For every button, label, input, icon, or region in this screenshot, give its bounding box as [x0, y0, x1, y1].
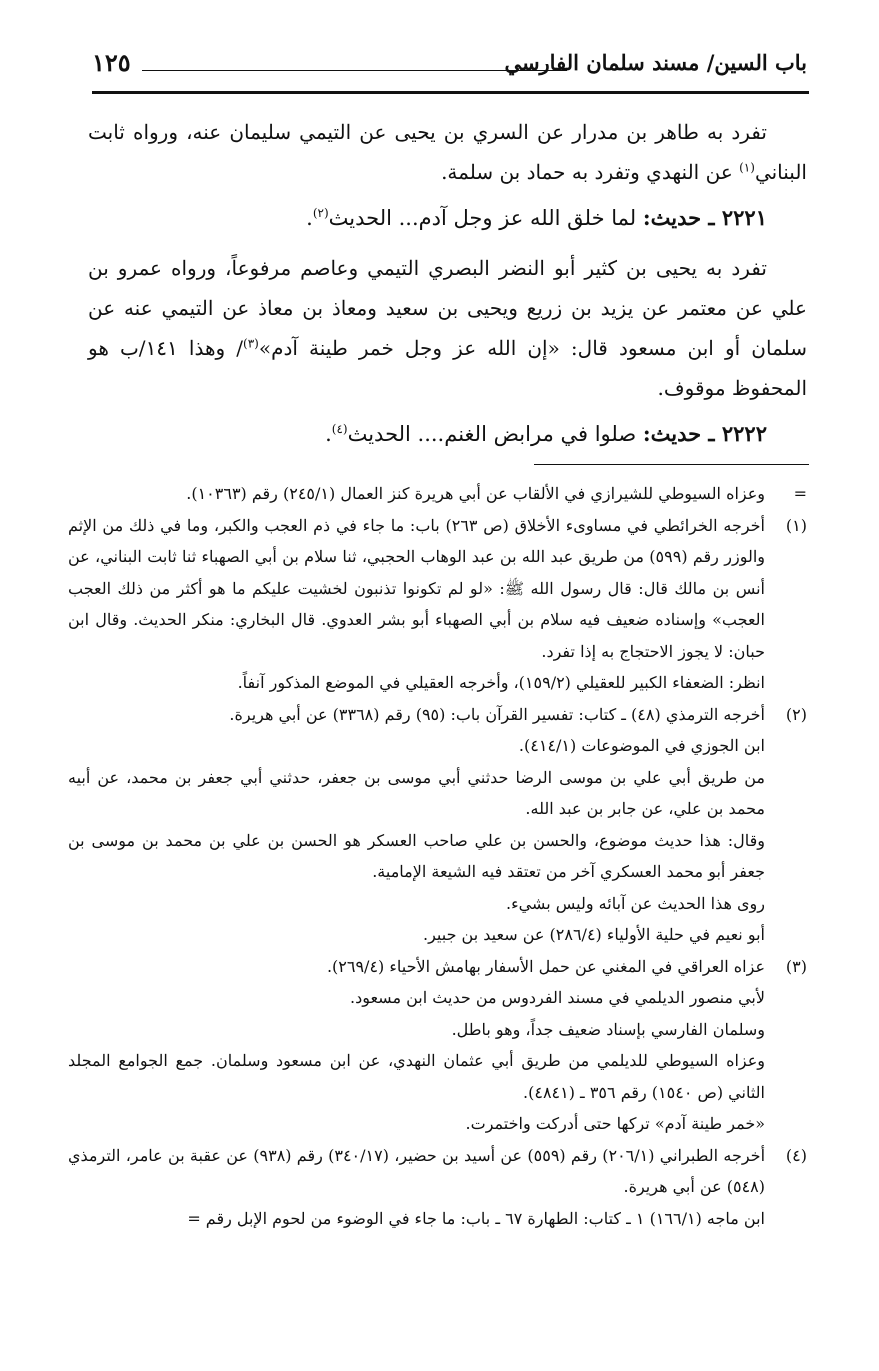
- paragraph-2: [88, 248, 807, 408]
- footnote-2-sub-2: من طريق أبي علي بن موسى الرضا حدثني أبي موسى بن جعفر، حدثني أبي جعفر بن محمد، عن أبيه محمد بن علي، عن جابر بن عبد الله.: [68, 767, 765, 818]
- hadith-2222-text: صلوا في مرابض الغنم.... الحديث: [347, 422, 643, 446]
- footnote-1: [68, 510, 807, 668]
- main-text: [88, 112, 807, 464]
- paragraph-1-text: تفرد به طاهر بن مدرار عن السري بن يحيى عن التيمي سليمان عنه، ورواه ثابت البناني: [88, 120, 807, 184]
- paragraph-1: [88, 112, 807, 192]
- footnote-3-sub-2: وسلمان الفارسي بإسناد ضعيف جداً، وهو باطل.: [451, 1019, 765, 1039]
- footnote-4-sub-1: ابن ماجه (١٦٦/١) ١ ـ كتاب: الطهارة ٦٧ ـ باب: ما جاء في الوضوء من لحوم الإبل رقم =: [187, 1208, 765, 1228]
- footnote-3-sub-1: لأبي منصور الديلمي في مسند الفردوس من حديث ابن مسعود.: [349, 988, 765, 1007]
- hadith-2222-label: ٢٢٢٢ ـ حديث:: [642, 421, 767, 446]
- footnotes: [68, 478, 807, 1234]
- continuation-text: وعزاه السيوطي للشيرازي في الألقاب عن أبي هريرة كنز العمال (٢٤٥/١) رقم (١٠٣٦٣).: [186, 484, 765, 503]
- footnote-2: [68, 699, 807, 731]
- footnote-3: [68, 951, 807, 983]
- footnote-3-sub-4: «خمر طينة آدم» تركها حتى أدركت واختمرت.: [465, 1114, 765, 1133]
- footnote-2-sub-5: أبو نعيم في حلية الأولياء (٢٨٦/٤) عن سعيد بن جبير.: [423, 925, 765, 944]
- footnote-2-sub-4: روى هذا الحديث عن آبائه وليس بشيء.: [505, 893, 765, 913]
- hadith-2221-text: لما خلق الله عز وجل آدم... الحديث: [328, 206, 643, 230]
- header-rule-thick: [92, 91, 809, 94]
- footnote-ref-2: (٢): [312, 206, 329, 220]
- footnote-1-text: أخرجه الخرائطي في مساوىء الأخلاق (ص ٢٦٣) باب: ما جاء في ذم العجب والكبر، وما في ذلك من الإثم والوزر رقم (٥٩٩) من طريق عبد الله بن عبد الوهاب الحجبي، ثنا سلام بن أبي الصهباء ثنا ثابت البناني، عن أنس بن مالك قال: قال رسول الله ﷺ: «لو لم تكونوا تذنبون لخشيت عليكم ما هو أكثر من ذلك العجب العجب» وإسناده ضعيف فيه سلام بن أبي الصهباء أبو بشر العدوي. قال البخاري: منكر الحديث. وقال ابن حبان: لا يجوز الاحتجاج به إذا تفرد.: [68, 515, 766, 661]
- footnote-continuation: [68, 478, 807, 510]
- footnote-1-sub: انظر: الضعفاء الكبير للعقيلي (١٥٩/٢)، وأخرجه العقيلي في الموضع المذكور آنفاً.: [237, 673, 765, 692]
- header-rule-thin: [142, 70, 567, 71]
- paragraph-2-text: تفرد به يحيى بن كثير أبو النضر البصري التيمي وعاصم مرفوعاً، ورواه عمرو بن علي عن معتمر عن يزيد بن زريع ويحيى بن سعيد ومعاذ بن معاذ عن التيمي عنه عن سلمان أو ابن مسعود قال: «إن الله عز وجل خمر طينة آدم»: [88, 256, 808, 360]
- hadith-2222: [88, 414, 807, 454]
- footnote-3-number: (٣): [785, 956, 807, 976]
- continuation-mark: =: [793, 484, 807, 503]
- running-header-title: باب السين/ مسند سلمان الفارسي: [504, 50, 807, 75]
- footnote-ref-3: (٣): [243, 336, 259, 351]
- footnote-ref-4: (٤): [331, 422, 348, 436]
- footnote-separator: [534, 464, 809, 465]
- footnote-3-sub-3: وعزاه السيوطي للديلمي من طريق أبي عثمان النهدي، عن ابن مسعود وسلمان. جمع الجوامع المجلد الثاني (ص ١٥٤٠) رقم ٣٥٦ ـ (٤٨٤١).: [68, 1051, 765, 1102]
- footnote-ref-1: (١): [739, 160, 755, 175]
- hadith-2222-end: .: [325, 422, 332, 446]
- footnote-4: [68, 1140, 807, 1203]
- footnote-4-text: أخرجه الطبراني (٢٠٦/١) رقم (٥٥٩) عن أسيد بن حضير، (٣٤٠/١٧) رقم (٩٣٨) عن عقبة بن عامر، الترمذي (٥٤٨) عن أبي هريرة.: [68, 1145, 766, 1196]
- hadith-2221-end: .: [306, 206, 313, 230]
- hadith-2221-label: ٢٢٢١ ـ حديث:: [642, 205, 767, 230]
- footnote-2-sub-3: وقال: هذا حديث موضوع، والحسن بن علي صاحب العسكر هو الحسن بن علي بن محمد بن موسى بن جعفر أبو محمد العسكري آخر من تعتقد فيه الشيعة الإمامية.: [68, 830, 765, 881]
- footnote-2-number: (٢): [785, 704, 807, 724]
- footnote-3-text: عزاه العراقي في المغني عن حمل الأسفار بهامش الأحياء (٢٦٩/٤).: [326, 956, 765, 976]
- footnote-1-number: (١): [785, 515, 807, 535]
- footnote-2-text: أخرجه الترمذي (٤٨) ـ كتاب: تفسير القرآن باب: (٩٥) رقم (٣٣٦٨) عن أبي هريرة.: [229, 704, 765, 724]
- hadith-2221: [88, 198, 807, 238]
- paragraph-1-end: عن النهدي وتفرد به حماد بن سلمة.: [441, 160, 740, 184]
- footnote-2-sub-1: ابن الجوزي في الموضوعات (٤١٤/١).: [518, 736, 765, 755]
- footnote-4-number: (٤): [785, 1145, 807, 1165]
- page-number: ١٢٥: [92, 48, 131, 77]
- paragraph-2-end: / وهذا ١٤١/ب هو المحفوظ موقوف.: [88, 336, 807, 400]
